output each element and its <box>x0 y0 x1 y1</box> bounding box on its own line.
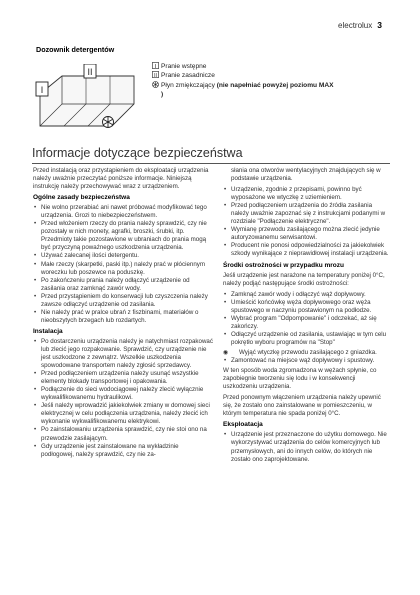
list-item: • Zamontować na miejsce wąż dopływowy i spustowy. <box>223 357 391 365</box>
list-item: • Gdy urządzenie jest zainstalowane na wykładzinie podłogowej, należy sprawdzić, czy nie za- <box>33 443 213 459</box>
page-number: 3 <box>377 20 382 30</box>
mainwash-icon <box>152 71 159 78</box>
right-column <box>223 167 391 466</box>
install-list <box>33 338 213 459</box>
legend-note: (nie napełniać powyżej poziomu MAX <box>216 81 334 89</box>
dispenser-title: Dozownik detergentów <box>36 45 115 54</box>
list-item: • Po dostarczeniu urządzenia należy je natychmiast rozpakować lub zlecić jego rozpakowanie. Sprawdzić, czy urządzenie nie jest uszkodzone z zewnątrz. Wszelkie uszkodzenia spowodowane transportem należy zgłosić sprzedawcy. <box>33 338 213 370</box>
install-list-continued <box>223 186 391 258</box>
list-item: • Po zainstalowaniu urządzenia sprawdzić, czy nie stoi ono na przewodzie zasilającym. <box>33 426 213 442</box>
frost-icon-list <box>223 349 391 365</box>
list-item: • Przed podłączeniem urządzenia należy usunąć wszystkie elementy blokady transportowej i opakowania. <box>33 370 213 386</box>
frost-heading: Środki ostrożności w przypadku mrozu <box>223 261 344 269</box>
list-item: • Jeśli należy wprowadzić jakiekolwiek zmiany w domowej sieci elektrycznej w celu podłączenia urządzenia, należy zlecić ich wykonanie wykwalifikowanemu elektrykowi. <box>33 402 213 426</box>
list-item: • Urządzenie jest przeznaczone do użytku domowego. Nie wykorzystywać urządzenia do celów komercyjnych lub przemysłowych, ani do innych celów, do których nie zostało ono zaprojektowane. <box>223 431 391 463</box>
list-item: • Wybrać program "Odpompowanie" i odczekać, aż się zakończy. <box>223 315 391 331</box>
svg-text:I: I <box>40 85 44 95</box>
list-item: • Przed przystąpieniem do konserwacji lub czyszczenia należy zawsze odłączyć urządzenie od zasilania. <box>33 293 213 309</box>
frost-list <box>223 291 391 347</box>
svg-text:II: II <box>154 73 157 79</box>
general-heading: Ogólne zasady bezpieczeństwa <box>33 194 130 202</box>
page-header <box>338 20 382 30</box>
list-item: • ◉ Wyjąć wtyczkę przewodu zasilającego z gniazdka. <box>223 349 391 357</box>
list-item: • Urządzenie, zgodnie z przepisami, powinno być wyposażone we wtyczkę z uziemieniem. <box>223 186 391 202</box>
use-list <box>223 431 391 463</box>
legend-softener <box>152 81 334 100</box>
stop-symbol-icon: • ◉ <box>223 348 229 356</box>
legend-label: Pranie wstępne <box>161 63 207 70</box>
list-item: • Odłączyć urządzenie od zasilania, ustawiając w tym celu pokrętło wyboru programów na "Stop" <box>223 331 391 347</box>
list-item: • Podłączenie do sieci wodociągowej należy zlecić wyłącznie wykwalifikowanemu hydraulikowi. <box>33 386 213 402</box>
list-item: • Producent nie ponosi odpowiedzialności za jakiekolwiek szkody wynikające z nieprawidłowej instalacji urządzenia. <box>223 242 391 258</box>
frost-after: W ten sposób woda zgromadzona w wężach spłynie, co zapobiegnie tworzeniu się lodu i w konsekwencji uszkodzeniu urządzenia. <box>223 367 377 391</box>
svg-text:I: I <box>154 63 157 69</box>
list-item: • Nie wolno przerabiać ani nawet próbować modyfikować tego urządzenia. Grozi to niebezpieczeństwem. <box>33 204 213 220</box>
frost-after-2: Przed ponownym włączeniem urządzenia należy upewnić się, że zostało ono zainstalowane w pomieszczeniu, w którym temperatura nie spada poniżej 0°C. <box>223 394 381 418</box>
use-heading: Eksploatacja <box>223 421 263 429</box>
legend-label: Pranie zasadnicze <box>161 72 215 80</box>
softener-icon <box>152 81 159 88</box>
list-item: • Używać zalecanej ilości detergentu. <box>33 252 213 260</box>
list-item: • Po zakończeniu prania należy odłączyć urządzenie od zasilania oraz zamknąć zawór wody. <box>33 277 213 293</box>
general-list <box>33 204 213 325</box>
section-divider <box>32 163 390 164</box>
list-item: • Nie należy prać w pralce ubrań z fiszbinami, materiałów o nieobszytych brzegach lub rozdartych. <box>33 309 213 325</box>
list-item: • Przed podłączeniem urządzenia do źródła zasilania należy uważnie zapoznać się z instrukcjami podanymi w rozdziale "Podłączenie elektryczne". <box>223 202 391 226</box>
left-column <box>33 167 213 461</box>
frost-intro: Jeśli urządzenie jest narażone na temperatury poniżej 0°C, należy podjąć następujące środki ostrożności: <box>223 271 385 287</box>
list-item: • Umieścić końcówkę węża dopływowego oraz węża spustowego w naczyniu postawionym na podłodze. <box>223 299 391 315</box>
dispenser-legend <box>152 62 334 99</box>
legend-prewash <box>152 62 334 71</box>
svg-text:II: II <box>87 67 93 77</box>
detergent-dispenser-illustration <box>34 64 144 139</box>
list-item: • Zamknąć zawór wody i odłączyć wąż dopływowy. <box>223 291 391 299</box>
prewash-icon <box>152 62 159 69</box>
list-item: • Przed włożeniem rzeczy do prania należy sprawdzić, czy nie pozostały w nich monety, agrafki, broszki, śrubki, itp. Przedmioty takie pozostawione w ubraniach do prania mogą być przyczyną poważnego uszkodzenia urządzenia. <box>33 220 213 252</box>
intro-paragraph: Przed instalacją oraz przystąpieniem do eksploatacji urządzenia należy uważnie przeczytać poniższe informacje. Niniejszą instrukcję należy przechowywać wraz z urządzeniem. <box>33 167 209 191</box>
legend-label: Płyn zmiękczający <box>161 81 217 89</box>
list-item: • Małe rzeczy (skarpetki, paski itp.) należy prać w płóciennym woreczku lub poszewce na poduszkę. <box>33 261 213 277</box>
install-heading: Instalacja <box>33 327 63 335</box>
legend-note-end: ) <box>161 90 164 98</box>
legend-mainwash <box>152 71 334 80</box>
list-item: • Wymianę przewodu zasilającego można zlecić jedynie autoryzowanemu serwisantowi. <box>223 226 391 242</box>
continued-text: słania ona otworów wentylacyjnych znajdujących się w podstawie urządzenia. <box>231 167 381 183</box>
section-title: Informacje dotyczące bezpieczeństwa <box>32 146 243 160</box>
brand-name: electrolux <box>338 21 373 30</box>
